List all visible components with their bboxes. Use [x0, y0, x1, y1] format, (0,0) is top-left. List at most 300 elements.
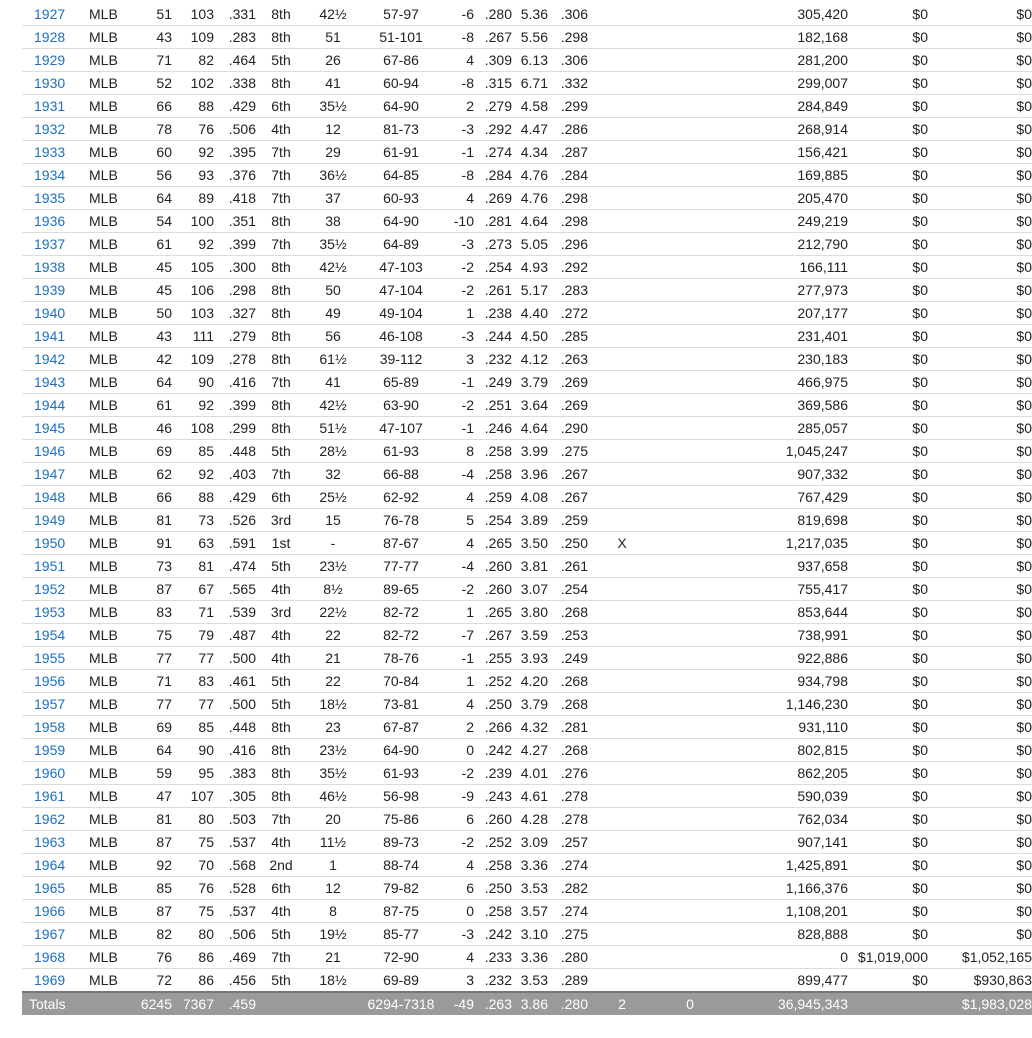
losses-cell: 63	[172, 532, 214, 555]
pythag-record-cell: 87-67	[360, 532, 442, 555]
win-pct-cell: .461	[214, 670, 256, 693]
wins-cell: 66	[128, 95, 172, 118]
wins-cell: 87	[128, 578, 172, 601]
year-link[interactable]: 1967	[22, 923, 82, 946]
table-row	[22, 969, 1032, 993]
era-cell: 4.76	[512, 164, 548, 187]
year-link[interactable]: 1965	[22, 877, 82, 900]
opp-avg-cell: .284	[548, 164, 588, 187]
wins-cell: 64	[128, 371, 172, 394]
batting-avg-cell: .259	[474, 486, 512, 509]
pythag-record-cell: 61-93	[360, 440, 442, 463]
payroll-start-cell: $0	[848, 26, 928, 49]
year-link[interactable]: 1941	[22, 325, 82, 348]
pennant-cell	[588, 164, 656, 187]
year-link[interactable]: 1950	[22, 532, 82, 555]
luck-cell: 4	[442, 532, 474, 555]
finish-cell: 7th	[256, 233, 306, 256]
finish-cell: 7th	[256, 371, 306, 394]
finish-cell: 4th	[256, 900, 306, 923]
games-behind-cell: 1	[306, 854, 360, 877]
batting-avg-cell: .279	[474, 95, 512, 118]
year-link[interactable]: 1954	[22, 624, 82, 647]
attendance-cell: 230,183	[724, 348, 848, 371]
opp-avg-cell: .298	[548, 26, 588, 49]
attendance-cell: 277,973	[724, 279, 848, 302]
win-pct-cell: .403	[214, 463, 256, 486]
payroll-end-cell: $0	[928, 739, 1032, 762]
batting-avg-cell: .258	[474, 463, 512, 486]
games-behind-cell: 32	[306, 463, 360, 486]
pythag-record-cell: 75-86	[360, 808, 442, 831]
pennant-cell	[588, 946, 656, 969]
pennant-cell	[588, 187, 656, 210]
wins-cell: 50	[128, 302, 172, 325]
win-pct-cell: .429	[214, 486, 256, 509]
payroll-end-cell: $0	[928, 26, 1032, 49]
era-cell: 4.32	[512, 716, 548, 739]
opp-avg-cell: .298	[548, 187, 588, 210]
batting-avg-cell: .252	[474, 670, 512, 693]
era-cell: 3.07	[512, 578, 548, 601]
year-link[interactable]: 1962	[22, 808, 82, 831]
games-behind-cell: 12	[306, 877, 360, 900]
league-cell: MLB	[82, 647, 128, 670]
win-pct-cell: .591	[214, 532, 256, 555]
finish-cell: 7th	[256, 187, 306, 210]
games-behind-cell: 37	[306, 187, 360, 210]
payroll-start-cell: $0	[848, 601, 928, 624]
luck-cell: 4	[442, 187, 474, 210]
year-link[interactable]: 1938	[22, 256, 82, 279]
table-row	[22, 509, 1032, 532]
pythag-record-cell: 61-93	[360, 762, 442, 785]
year-link[interactable]: 1957	[22, 693, 82, 716]
pythag-record-cell: 60-94	[360, 72, 442, 95]
batting-avg-cell: .258	[474, 440, 512, 463]
era-cell: 3.10	[512, 923, 548, 946]
luck-cell: 4	[442, 49, 474, 72]
attendance-cell: 285,057	[724, 417, 848, 440]
year-link[interactable]: 1943	[22, 371, 82, 394]
win-pct-cell: .299	[214, 417, 256, 440]
win-pct-cell: .279	[214, 325, 256, 348]
pennant-cell	[588, 969, 656, 993]
year-link[interactable]: 1944	[22, 394, 82, 417]
table-row	[22, 164, 1032, 187]
losses-cell: 81	[172, 555, 214, 578]
pennant-cell	[588, 210, 656, 233]
wins-cell: 46	[128, 417, 172, 440]
world-series-cell	[656, 670, 724, 693]
year-link[interactable]: 1927	[22, 3, 82, 26]
pythag-record-cell: 82-72	[360, 601, 442, 624]
attendance-cell: 907,332	[724, 463, 848, 486]
payroll-start-cell: $0	[848, 187, 928, 210]
era-cell: 4.61	[512, 785, 548, 808]
losses-cell: 86	[172, 969, 214, 993]
finish-cell: 8th	[256, 72, 306, 95]
batting-avg-cell: .249	[474, 371, 512, 394]
year-link[interactable]: 1969	[22, 969, 82, 993]
pennant-cell	[588, 555, 656, 578]
attendance-cell: 166,111	[724, 256, 848, 279]
pennant-cell	[588, 256, 656, 279]
games-behind-cell: 35½	[306, 762, 360, 785]
batting-avg-cell: .265	[474, 532, 512, 555]
payroll-start-cell: $0	[848, 256, 928, 279]
pythag-record-cell: 82-72	[360, 624, 442, 647]
table-row	[22, 118, 1032, 141]
league-cell: MLB	[82, 877, 128, 900]
losses-cell: 92	[172, 394, 214, 417]
losses-cell: 103	[172, 3, 214, 26]
batting-avg-cell: .265	[474, 601, 512, 624]
finish-cell: 8th	[256, 417, 306, 440]
attendance-cell: 284,849	[724, 95, 848, 118]
games-behind-cell: 51½	[306, 417, 360, 440]
pythag-record-cell: 89-73	[360, 831, 442, 854]
win-pct-cell: .503	[214, 808, 256, 831]
losses-cell: 102	[172, 72, 214, 95]
win-pct-cell: .300	[214, 256, 256, 279]
luck-cell: 4	[442, 854, 474, 877]
year-link[interactable]: 1942	[22, 348, 82, 371]
attendance-cell: 369,586	[724, 394, 848, 417]
losses-cell: 88	[172, 95, 214, 118]
year-link[interactable]: 1929	[22, 49, 82, 72]
losses-cell: 80	[172, 923, 214, 946]
year-link[interactable]: 1947	[22, 463, 82, 486]
payroll-start-cell: $0	[848, 440, 928, 463]
table-row	[22, 95, 1032, 118]
year-link[interactable]: 1935	[22, 187, 82, 210]
attendance-cell: 937,658	[724, 555, 848, 578]
luck-cell: -10	[442, 210, 474, 233]
payroll-end-cell: $0	[928, 72, 1032, 95]
league-cell: MLB	[82, 118, 128, 141]
attendance-cell: 934,798	[724, 670, 848, 693]
totals-row	[22, 992, 1032, 1015]
finish-cell: 3rd	[256, 601, 306, 624]
losses-cell: 76	[172, 118, 214, 141]
luck-cell: -1	[442, 647, 474, 670]
games-behind-cell: 8½	[306, 578, 360, 601]
era-cell: 4.64	[512, 417, 548, 440]
opp-avg-cell: .306	[548, 49, 588, 72]
finish-cell: 2nd	[256, 854, 306, 877]
opp-avg-cell: .254	[548, 578, 588, 601]
era-cell: 5.17	[512, 279, 548, 302]
finish-cell: 8th	[256, 302, 306, 325]
era-cell: 3.64	[512, 394, 548, 417]
win-pct-cell: .399	[214, 394, 256, 417]
year-link[interactable]: 1956	[22, 670, 82, 693]
losses-cell: 85	[172, 440, 214, 463]
year-link[interactable]: 1932	[22, 118, 82, 141]
luck-cell: 0	[442, 739, 474, 762]
year-link[interactable]: 1953	[22, 601, 82, 624]
games-behind-cell: 21	[306, 647, 360, 670]
pennant-cell	[588, 831, 656, 854]
attendance-cell: 907,141	[724, 831, 848, 854]
pennant-cell	[588, 877, 656, 900]
wins-cell: 64	[128, 187, 172, 210]
totals-wins-cell: 6245	[128, 992, 172, 1015]
attendance-cell: 1,045,247	[724, 440, 848, 463]
luck-cell: 4	[442, 486, 474, 509]
games-behind-cell: 18½	[306, 693, 360, 716]
payroll-end-cell: $0	[928, 509, 1032, 532]
world-series-cell	[656, 647, 724, 670]
table-row	[22, 532, 1032, 555]
games-behind-cell: 22	[306, 670, 360, 693]
batting-avg-cell: .250	[474, 693, 512, 716]
year-link[interactable]: 1952	[22, 578, 82, 601]
wins-cell: 45	[128, 256, 172, 279]
batting-avg-cell: .273	[474, 233, 512, 256]
era-cell: 6.71	[512, 72, 548, 95]
era-cell: 3.53	[512, 877, 548, 900]
era-cell: 3.99	[512, 440, 548, 463]
era-cell: 4.93	[512, 256, 548, 279]
team-history-table	[22, 3, 1032, 1015]
pythag-record-cell: 81-73	[360, 118, 442, 141]
league-cell: MLB	[82, 95, 128, 118]
luck-cell: 2	[442, 95, 474, 118]
games-behind-cell: 23	[306, 716, 360, 739]
batting-avg-cell: .274	[474, 141, 512, 164]
world-series-cell	[656, 49, 724, 72]
wins-cell: 60	[128, 141, 172, 164]
pythag-record-cell: 69-89	[360, 969, 442, 993]
pythag-record-cell: 49-104	[360, 302, 442, 325]
losses-cell: 83	[172, 670, 214, 693]
win-pct-cell: .376	[214, 164, 256, 187]
losses-cell: 82	[172, 49, 214, 72]
world-series-cell	[656, 969, 724, 993]
era-cell: 3.93	[512, 647, 548, 670]
payroll-end-cell: $0	[928, 578, 1032, 601]
payroll-start-cell: $0	[848, 785, 928, 808]
year-link[interactable]: 1948	[22, 486, 82, 509]
games-behind-cell: -	[306, 532, 360, 555]
opp-avg-cell: .280	[548, 946, 588, 969]
pennant-cell	[588, 647, 656, 670]
win-pct-cell: .331	[214, 3, 256, 26]
era-cell: 3.96	[512, 463, 548, 486]
payroll-start-cell: $0	[848, 3, 928, 26]
year-link[interactable]: 1949	[22, 509, 82, 532]
league-cell: MLB	[82, 601, 128, 624]
finish-cell: 7th	[256, 141, 306, 164]
year-link[interactable]: 1958	[22, 716, 82, 739]
luck-cell: 1	[442, 302, 474, 325]
luck-cell: -1	[442, 141, 474, 164]
pythag-record-cell: 39-112	[360, 348, 442, 371]
league-cell: MLB	[82, 624, 128, 647]
pythag-record-cell: 63-90	[360, 394, 442, 417]
pythag-record-cell: 72-90	[360, 946, 442, 969]
batting-avg-cell: .280	[474, 3, 512, 26]
win-pct-cell: .456	[214, 969, 256, 993]
league-cell: MLB	[82, 440, 128, 463]
totals-world-series-cell: 0	[656, 992, 724, 1015]
batting-avg-cell: .244	[474, 325, 512, 348]
year-link[interactable]: 1930	[22, 72, 82, 95]
finish-cell: 3rd	[256, 509, 306, 532]
payroll-end-cell: $0	[928, 141, 1032, 164]
pennant-cell	[588, 509, 656, 532]
table-row	[22, 578, 1032, 601]
year-link[interactable]: 1966	[22, 900, 82, 923]
attendance-cell: 819,698	[724, 509, 848, 532]
losses-cell: 108	[172, 417, 214, 440]
payroll-end-cell: $0	[928, 555, 1032, 578]
finish-cell: 5th	[256, 49, 306, 72]
pennant-cell	[588, 394, 656, 417]
era-cell: 3.53	[512, 969, 548, 993]
era-cell: 5.05	[512, 233, 548, 256]
year-link[interactable]: 1933	[22, 141, 82, 164]
payroll-end-cell: $0	[928, 348, 1032, 371]
opp-avg-cell: .268	[548, 693, 588, 716]
pythag-record-cell: 67-86	[360, 49, 442, 72]
win-pct-cell: .395	[214, 141, 256, 164]
totals-opp-avg-cell: .280	[548, 992, 588, 1015]
win-pct-cell: .416	[214, 739, 256, 762]
win-pct-cell: .327	[214, 302, 256, 325]
era-cell: 4.76	[512, 187, 548, 210]
wins-cell: 43	[128, 26, 172, 49]
opp-avg-cell: .292	[548, 256, 588, 279]
world-series-cell	[656, 831, 724, 854]
losses-cell: 71	[172, 601, 214, 624]
batting-avg-cell: .232	[474, 348, 512, 371]
losses-cell: 88	[172, 486, 214, 509]
games-behind-cell: 23½	[306, 739, 360, 762]
win-pct-cell: .500	[214, 647, 256, 670]
era-cell: 5.36	[512, 3, 548, 26]
losses-cell: 95	[172, 762, 214, 785]
year-link[interactable]: 1940	[22, 302, 82, 325]
finish-cell: 5th	[256, 969, 306, 993]
pythag-record-cell: 62-92	[360, 486, 442, 509]
year-link[interactable]: 1936	[22, 210, 82, 233]
year-link[interactable]: 1945	[22, 417, 82, 440]
payroll-start-cell: $0	[848, 509, 928, 532]
batting-avg-cell: .258	[474, 900, 512, 923]
luck-cell: -3	[442, 923, 474, 946]
opp-avg-cell: .289	[548, 969, 588, 993]
year-link[interactable]: 1937	[22, 233, 82, 256]
games-behind-cell: 50	[306, 279, 360, 302]
world-series-cell	[656, 118, 724, 141]
year-link[interactable]: 1964	[22, 854, 82, 877]
year-link[interactable]: 1955	[22, 647, 82, 670]
attendance-cell: 1,425,891	[724, 854, 848, 877]
payroll-end-cell: $0	[928, 3, 1032, 26]
year-link[interactable]: 1934	[22, 164, 82, 187]
games-behind-cell: 26	[306, 49, 360, 72]
table-row	[22, 3, 1032, 26]
table-row	[22, 624, 1032, 647]
world-series-cell	[656, 532, 724, 555]
losses-cell: 107	[172, 785, 214, 808]
year-link[interactable]: 1960	[22, 762, 82, 785]
year-link[interactable]: 1963	[22, 831, 82, 854]
year-link[interactable]: 1946	[22, 440, 82, 463]
year-link[interactable]: 1961	[22, 785, 82, 808]
losses-cell: 79	[172, 624, 214, 647]
luck-cell: 4	[442, 693, 474, 716]
world-series-cell	[656, 739, 724, 762]
finish-cell: 8th	[256, 739, 306, 762]
opp-avg-cell: .253	[548, 624, 588, 647]
world-series-cell	[656, 463, 724, 486]
year-link[interactable]: 1968	[22, 946, 82, 969]
table-row	[22, 348, 1032, 371]
pythag-record-cell: 89-65	[360, 578, 442, 601]
losses-cell: 77	[172, 693, 214, 716]
opp-avg-cell: .282	[548, 877, 588, 900]
wins-cell: 52	[128, 72, 172, 95]
luck-cell: -2	[442, 279, 474, 302]
batting-avg-cell: .254	[474, 256, 512, 279]
totals-payroll-start-cell	[848, 992, 928, 1015]
opp-avg-cell: .263	[548, 348, 588, 371]
league-cell: MLB	[82, 394, 128, 417]
year-link[interactable]: 1928	[22, 26, 82, 49]
finish-cell: 7th	[256, 946, 306, 969]
win-pct-cell: .487	[214, 624, 256, 647]
year-link[interactable]: 1939	[22, 279, 82, 302]
year-link[interactable]: 1959	[22, 739, 82, 762]
batting-avg-cell: .255	[474, 647, 512, 670]
year-link[interactable]: 1931	[22, 95, 82, 118]
win-pct-cell: .469	[214, 946, 256, 969]
wins-cell: 76	[128, 946, 172, 969]
totals-games-behind-cell	[306, 992, 360, 1015]
wins-cell: 77	[128, 647, 172, 670]
games-behind-cell: 25½	[306, 486, 360, 509]
pythag-record-cell: 64-90	[360, 210, 442, 233]
luck-cell: -2	[442, 394, 474, 417]
payroll-start-cell: $0	[848, 877, 928, 900]
payroll-end-cell: $0	[928, 900, 1032, 923]
payroll-start-cell: $0	[848, 233, 928, 256]
totals-era-cell: 3.86	[512, 992, 548, 1015]
games-behind-cell: 22	[306, 624, 360, 647]
games-behind-cell: 42½	[306, 394, 360, 417]
world-series-cell	[656, 72, 724, 95]
wins-cell: 77	[128, 693, 172, 716]
pennant-cell	[588, 601, 656, 624]
world-series-cell	[656, 555, 724, 578]
wins-cell: 64	[128, 739, 172, 762]
era-cell: 3.59	[512, 624, 548, 647]
year-link[interactable]: 1951	[22, 555, 82, 578]
world-series-cell	[656, 302, 724, 325]
finish-cell: 7th	[256, 463, 306, 486]
era-cell: 5.56	[512, 26, 548, 49]
attendance-cell: 1,217,035	[724, 532, 848, 555]
league-cell: MLB	[82, 785, 128, 808]
games-behind-cell: 20	[306, 808, 360, 831]
win-pct-cell: .283	[214, 26, 256, 49]
world-series-cell	[656, 233, 724, 256]
wins-cell: 43	[128, 325, 172, 348]
